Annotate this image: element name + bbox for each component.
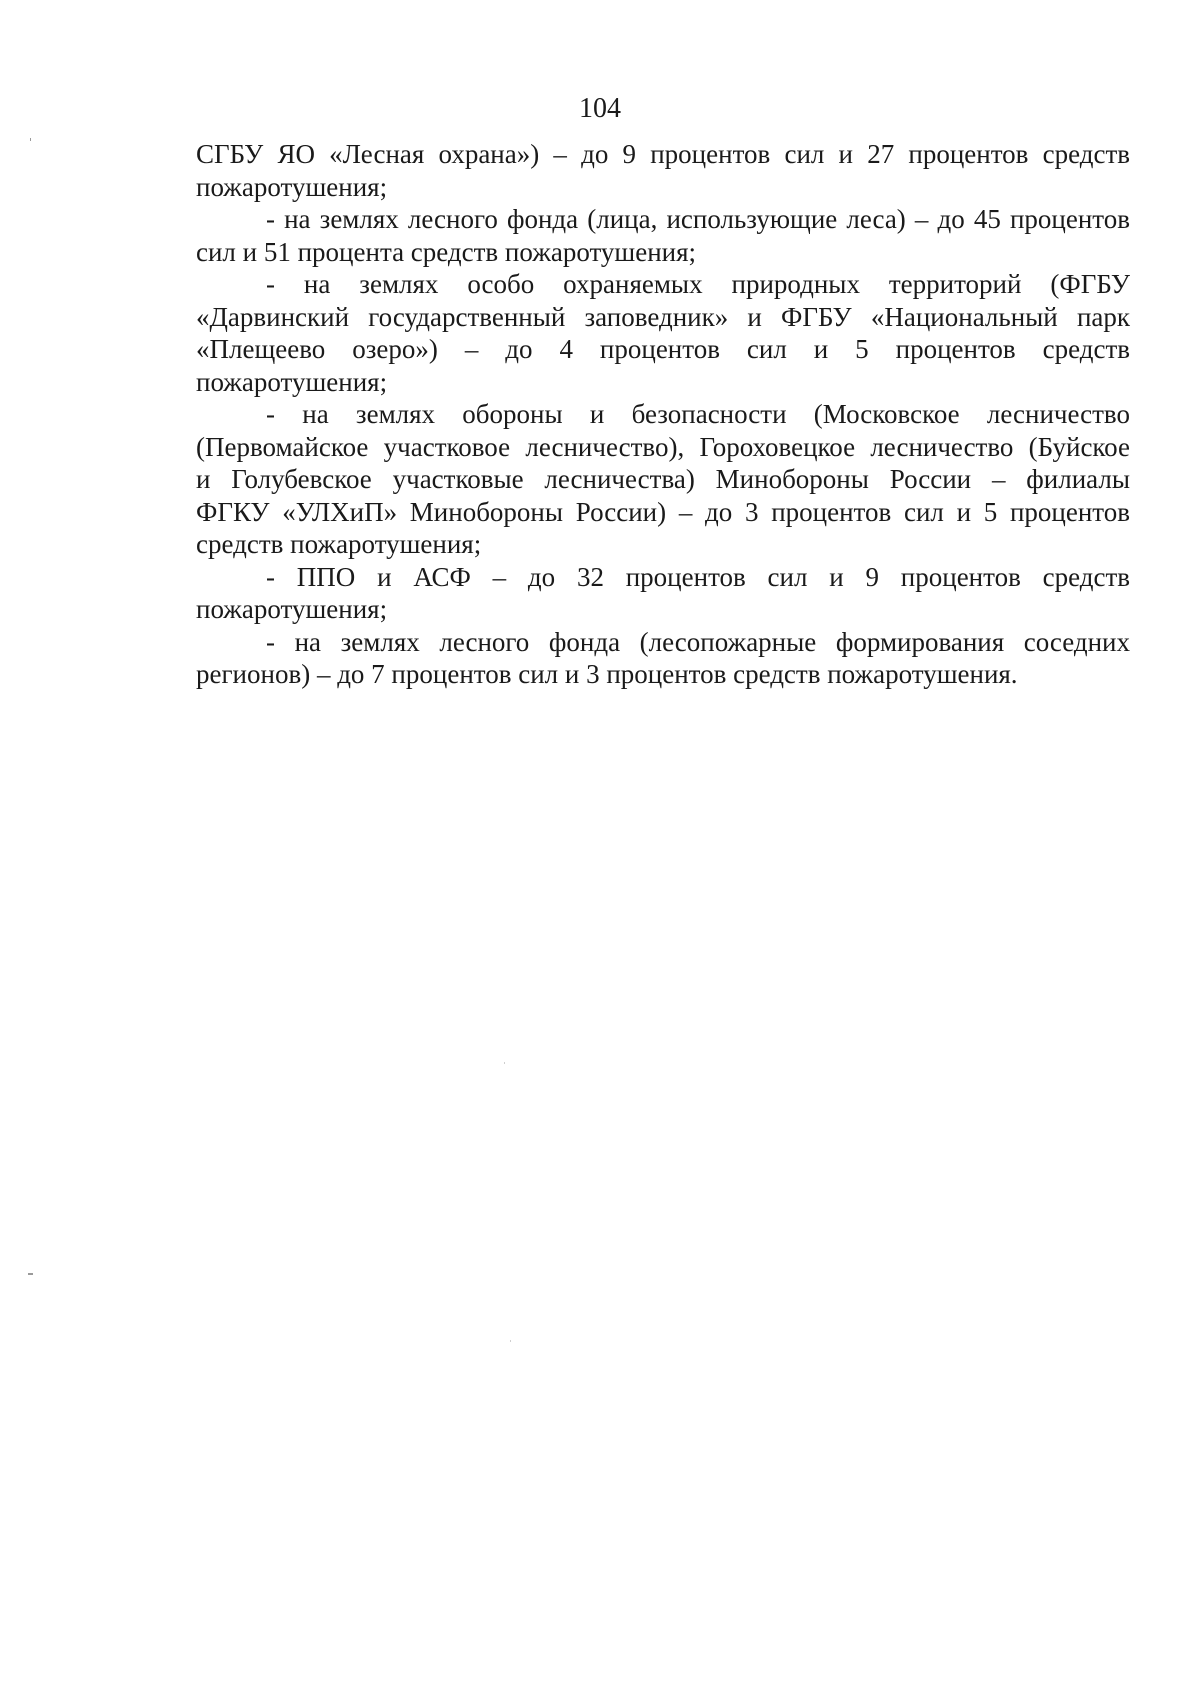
paragraph: [196, 561, 1130, 626]
paragraph: [196, 398, 1130, 561]
text-line: «Плещеево озеро») – до 4 процентов сил и 5 процентов средств: [196, 334, 1130, 364]
paragraph: [196, 203, 1130, 268]
text-line: (Первомайское участковое лесничество), Гороховецкое лесничество (Буйское: [196, 431, 1130, 462]
text-line: пожаротушения;: [196, 594, 388, 624]
text-line: - на землях особо охраняемых природных территорий (ФГБУ: [266, 269, 1130, 299]
scan-speck: [510, 1340, 511, 1342]
text-line: - ППО и АСФ – до 32 процентов сил и 9 процентов средств: [266, 561, 1130, 592]
text-line: сил и 51 процента средств пожаротушения;: [196, 236, 697, 267]
text-line: - на землях обороны и безопасности (Московское лесничество: [266, 399, 1130, 429]
document-body: [196, 138, 1130, 691]
text-line: СГБУ ЯО «Лесная охрана») – до 9 процентов сил и 27 процентов средств: [196, 139, 1130, 169]
text-line: и Голубевское участковые лесничества) Минобороны России – филиалы: [196, 464, 1130, 494]
text-line: регионов) – до 7 процентов сил и 3 процентов средств пожаротушения.: [196, 659, 1018, 689]
paragraph: [196, 626, 1130, 691]
text-line: пожаротушения;: [196, 366, 388, 397]
text-line: «Дарвинский государственный заповедник» и ФГБУ «Национальный парк: [196, 301, 1130, 332]
text-line: - на землях лесного фонда (лесопожарные формирования соседних: [266, 626, 1130, 657]
scan-speck: [28, 1273, 33, 1275]
scan-speck: [504, 1062, 505, 1064]
text-line: пожаротушения;: [196, 171, 388, 202]
scan-speck: [30, 138, 31, 141]
page-number: 104: [579, 93, 621, 124]
text-line: средств пожаротушения;: [196, 529, 482, 559]
text-line: ФГКУ «УЛХиП» Минобороны России) – до 3 процентов сил и 5 процентов: [196, 496, 1130, 527]
text-line: - на землях лесного фонда (лица, использующие леса) – до 45 процентов: [266, 204, 1130, 234]
paragraph: [196, 268, 1130, 398]
paragraph: [196, 138, 1130, 203]
